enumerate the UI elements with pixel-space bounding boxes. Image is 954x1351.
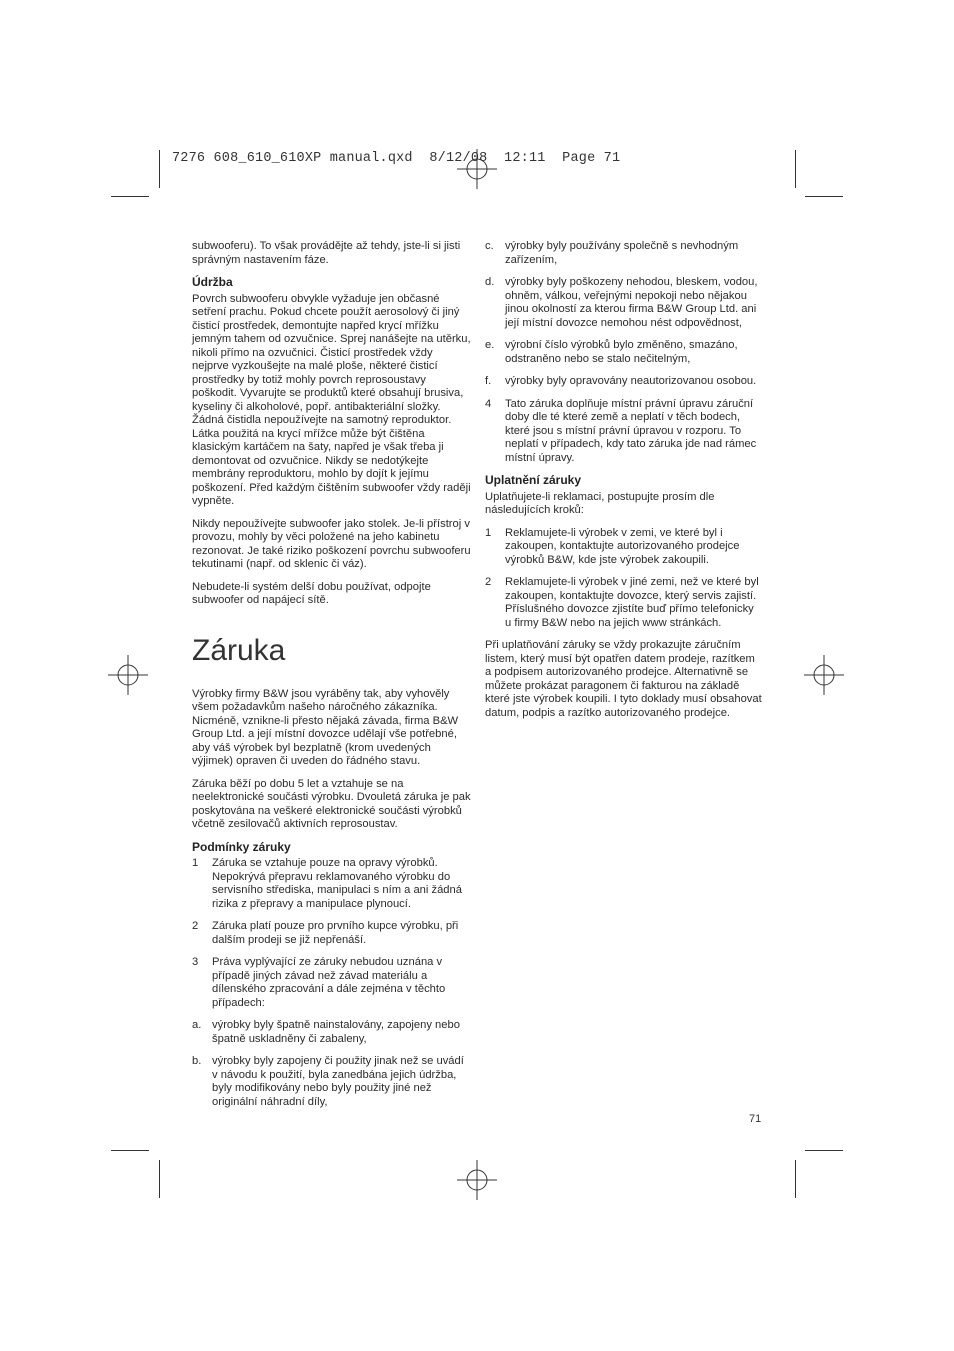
list-marker: b. [192,1055,202,1067]
crop-mark [795,150,796,188]
list-marker: f. [485,375,492,387]
registration-line [454,1170,502,1190]
intro-paragraph: subwooferu). To však provádějte až tehdy, jste-li si jisti správným nastavením fáze. [192,240,461,266]
list-marker: a. [192,1019,202,1031]
page-number: 71 [749,1113,762,1125]
uplatneni-intro: Uplatňujete-li reklamaci, postupujte prosím dle následujících kroků: [485,490,715,516]
list-item [485,576,763,630]
zaruka-paragraph-2: Záruka běží po dobu 5 let a vztahuje se na neelektronické součásti výrobku. Dvouletá záruka je pak poskytována na veškeré elektronické součásti výrobků včetně zesilovačů aktivních reprosoustav. [192,777,471,830]
list-item [485,375,763,389]
registration-mark-icon [457,149,497,189]
list-item [485,339,763,366]
list-text: výrobky byly používány společně s nevhodným zařízením, [505,240,739,266]
list-marker: c. [485,240,494,252]
list-marker: e. [485,339,495,351]
list-marker: 3 [192,956,199,968]
zaruka-paragraph-1: Výrobky firmy B&W jsou vyráběny tak, aby vyhověly všem požadavkům našeho náročného zákazníka. Nicméně, vznikne-li přesto nějaká závada, firma B&W Group Ltd. a její místní dovozce udělají vše potřebné, aby váš výrobek byl bezplatně (krom uvedených výjimek) opraven či uveden do řádného stavu. [192,687,459,767]
list-marker: 4 [485,397,492,410]
list-item [485,240,763,267]
right-column [485,240,763,729]
list-text: výrobní číslo výrobků bylo změněno, smazáno, odstraněno nebo se stalo nečitelným, [505,339,738,365]
zaruka-title: Záruka [192,633,286,667]
crop-mark [159,1160,160,1198]
crop-mark [795,1160,796,1198]
list-item [485,398,763,466]
list-marker: 2 [485,576,492,588]
list-item [192,920,472,947]
list-text: Reklamujete-li výrobek v zemi, ve které byl i zakoupen, kontaktujte autorizovaného prodejce výrobků B&W, kde jste výrobek zakoupili. [505,526,740,566]
list-text: Práva vyplývající ze záruky nebudou uznána v případě jiných závad než závad materiálu a dílenského zpracování a dále zejména v těchto případech: [212,956,446,1009]
list-text: výrobky byly zapojeny či použity jinak než se uvádí v návodu k použití, byla zanedbána jejich údržba, byly modifikovány nebo byly použity jiné než originální náhradní díly, [212,1055,464,1108]
list-item [485,527,763,568]
closing-paragraph: Při uplatňování záruky se vždy prokazujte záručním listem, který musí být opatřen datem prodeje, razítkem a podpisem autorizovaného prodejce. Alternativně se můžete prokázat paragonem či fakturou na základě které jste výrobek koupili. I tyto doklady musí obsahovat datum, podpis a razítko autorizovaného prodejce. [485,639,762,719]
crop-mark [159,150,160,188]
list-item [192,956,472,1010]
list-text: výrobky byly špatně nainstalovány, zapojeny nebo špatně uskladněny či zabaleny, [212,1019,460,1045]
list-marker: d. [485,276,495,288]
list-marker: 1 [485,526,492,539]
list-text: Reklamujete-li výrobek v jiné zemi, než ve které byl zakoupen, kontaktujte dovozce, který servis zajistí. Příslušného dovozce zjistíte buď přímo telefonicky u firmy B&W nebo na jejich www stránkách. [505,576,759,629]
crop-mark [805,196,843,197]
list-text: výrobky byly poškozeny nehodou, bleskem, vodou, ohněm, válkou, veřejnými nepokoji nebo nějakou jinou okolností za kterou firma B&W Group Ltd. ani její místní dovozce nemohou nést odpovědnost, [505,276,758,329]
udrzba-heading: Údržba [192,275,233,289]
list-text: Záruka platí pouze pro prvního kupce výrobku, při dalším prodeji se již nepřenáší. [212,920,459,946]
udrzba-paragraph-2: Nikdy nepoužívejte subwoofer jako stolek. Je-li přístroj v provozu, mohly by věci položené na jeho kabinetu rezonovat. Je také riziko poškození povrchu subwooferu tekutinami (např. od sklenic či váz). [192,517,471,570]
crop-mark [111,196,149,197]
list-item [485,276,763,330]
file-slug: 7276 608_610_610XP manual.qxd 8/12/08 12:11 Page 71 [172,151,621,166]
registration-mark-icon [108,655,148,695]
registration-mark-icon [804,655,844,695]
list-text: Záruka se vztahuje pouze na opravy výrobků. Nepokrývá přepravu reklamovaného výrobku do servisního střediska, manipulaci s ním a ani žádná rizika z přepravy a manipulace plynoucí. [212,857,462,910]
list-item [192,857,472,911]
left-column [192,240,472,1118]
crop-mark [111,1150,149,1151]
list-text: Tato záruka doplňuje místní právní úpravu záruční doby dle té které země a neplatí v těch bodech, které jsou s místní právní úpravou v rozporu. To neplatí v případech, kdy tato záruka jde nad rámec místní úpravy. [505,397,757,464]
list-marker: 2 [192,920,199,932]
uplatneni-heading: Uplatnění záruky [485,473,582,487]
list-text: výrobky byly opravovány neautorizovanou osobou. [505,375,757,387]
udrzba-paragraph-3: Nebudete-li systém delší dobu používat, odpojte subwoofer od napájecí sítě. [192,580,431,606]
list-marker: 1 [192,857,199,869]
list-item [192,1019,472,1046]
list-item [192,1055,472,1109]
crop-mark [805,1150,843,1151]
udrzba-paragraph-1: Povrch subwooferu obvykle vyžaduje jen občasné setření prachu. Pokud chcete použít aerosolový či jiný čisticí prostředek, demontujte napřed krycí mřížku jemným tahem od ozvučnice. Sprej nanášejte na utěrku, nikoli přímo na ozvučnici. Čisticí prostředek vždy nejprve vyzkoušejte na malé ploše, některé čisticí prostředky by totiž mohly povrch reprosoustavy poškodit. Vyvarujte se produktů které obsahují brusiva, kyseliny či alkoholové, popř. antibakteriální složky. Žádná čistidla nepoužívejte na samotný reproduktor. Látka použitá na krycí mřížce může být čištěna klasickým kartáčem na šaty, napřed je však třeba ji demontovat od ozvučnice. Nikdy se nedotýkejte membrány reproduktoru, mohlo by dojít k jejímu poškození. Před každým čištěním subwoofer vždy raději vypněte. [192,292,471,507]
podminky-heading: Podmínky záruky [192,839,291,854]
